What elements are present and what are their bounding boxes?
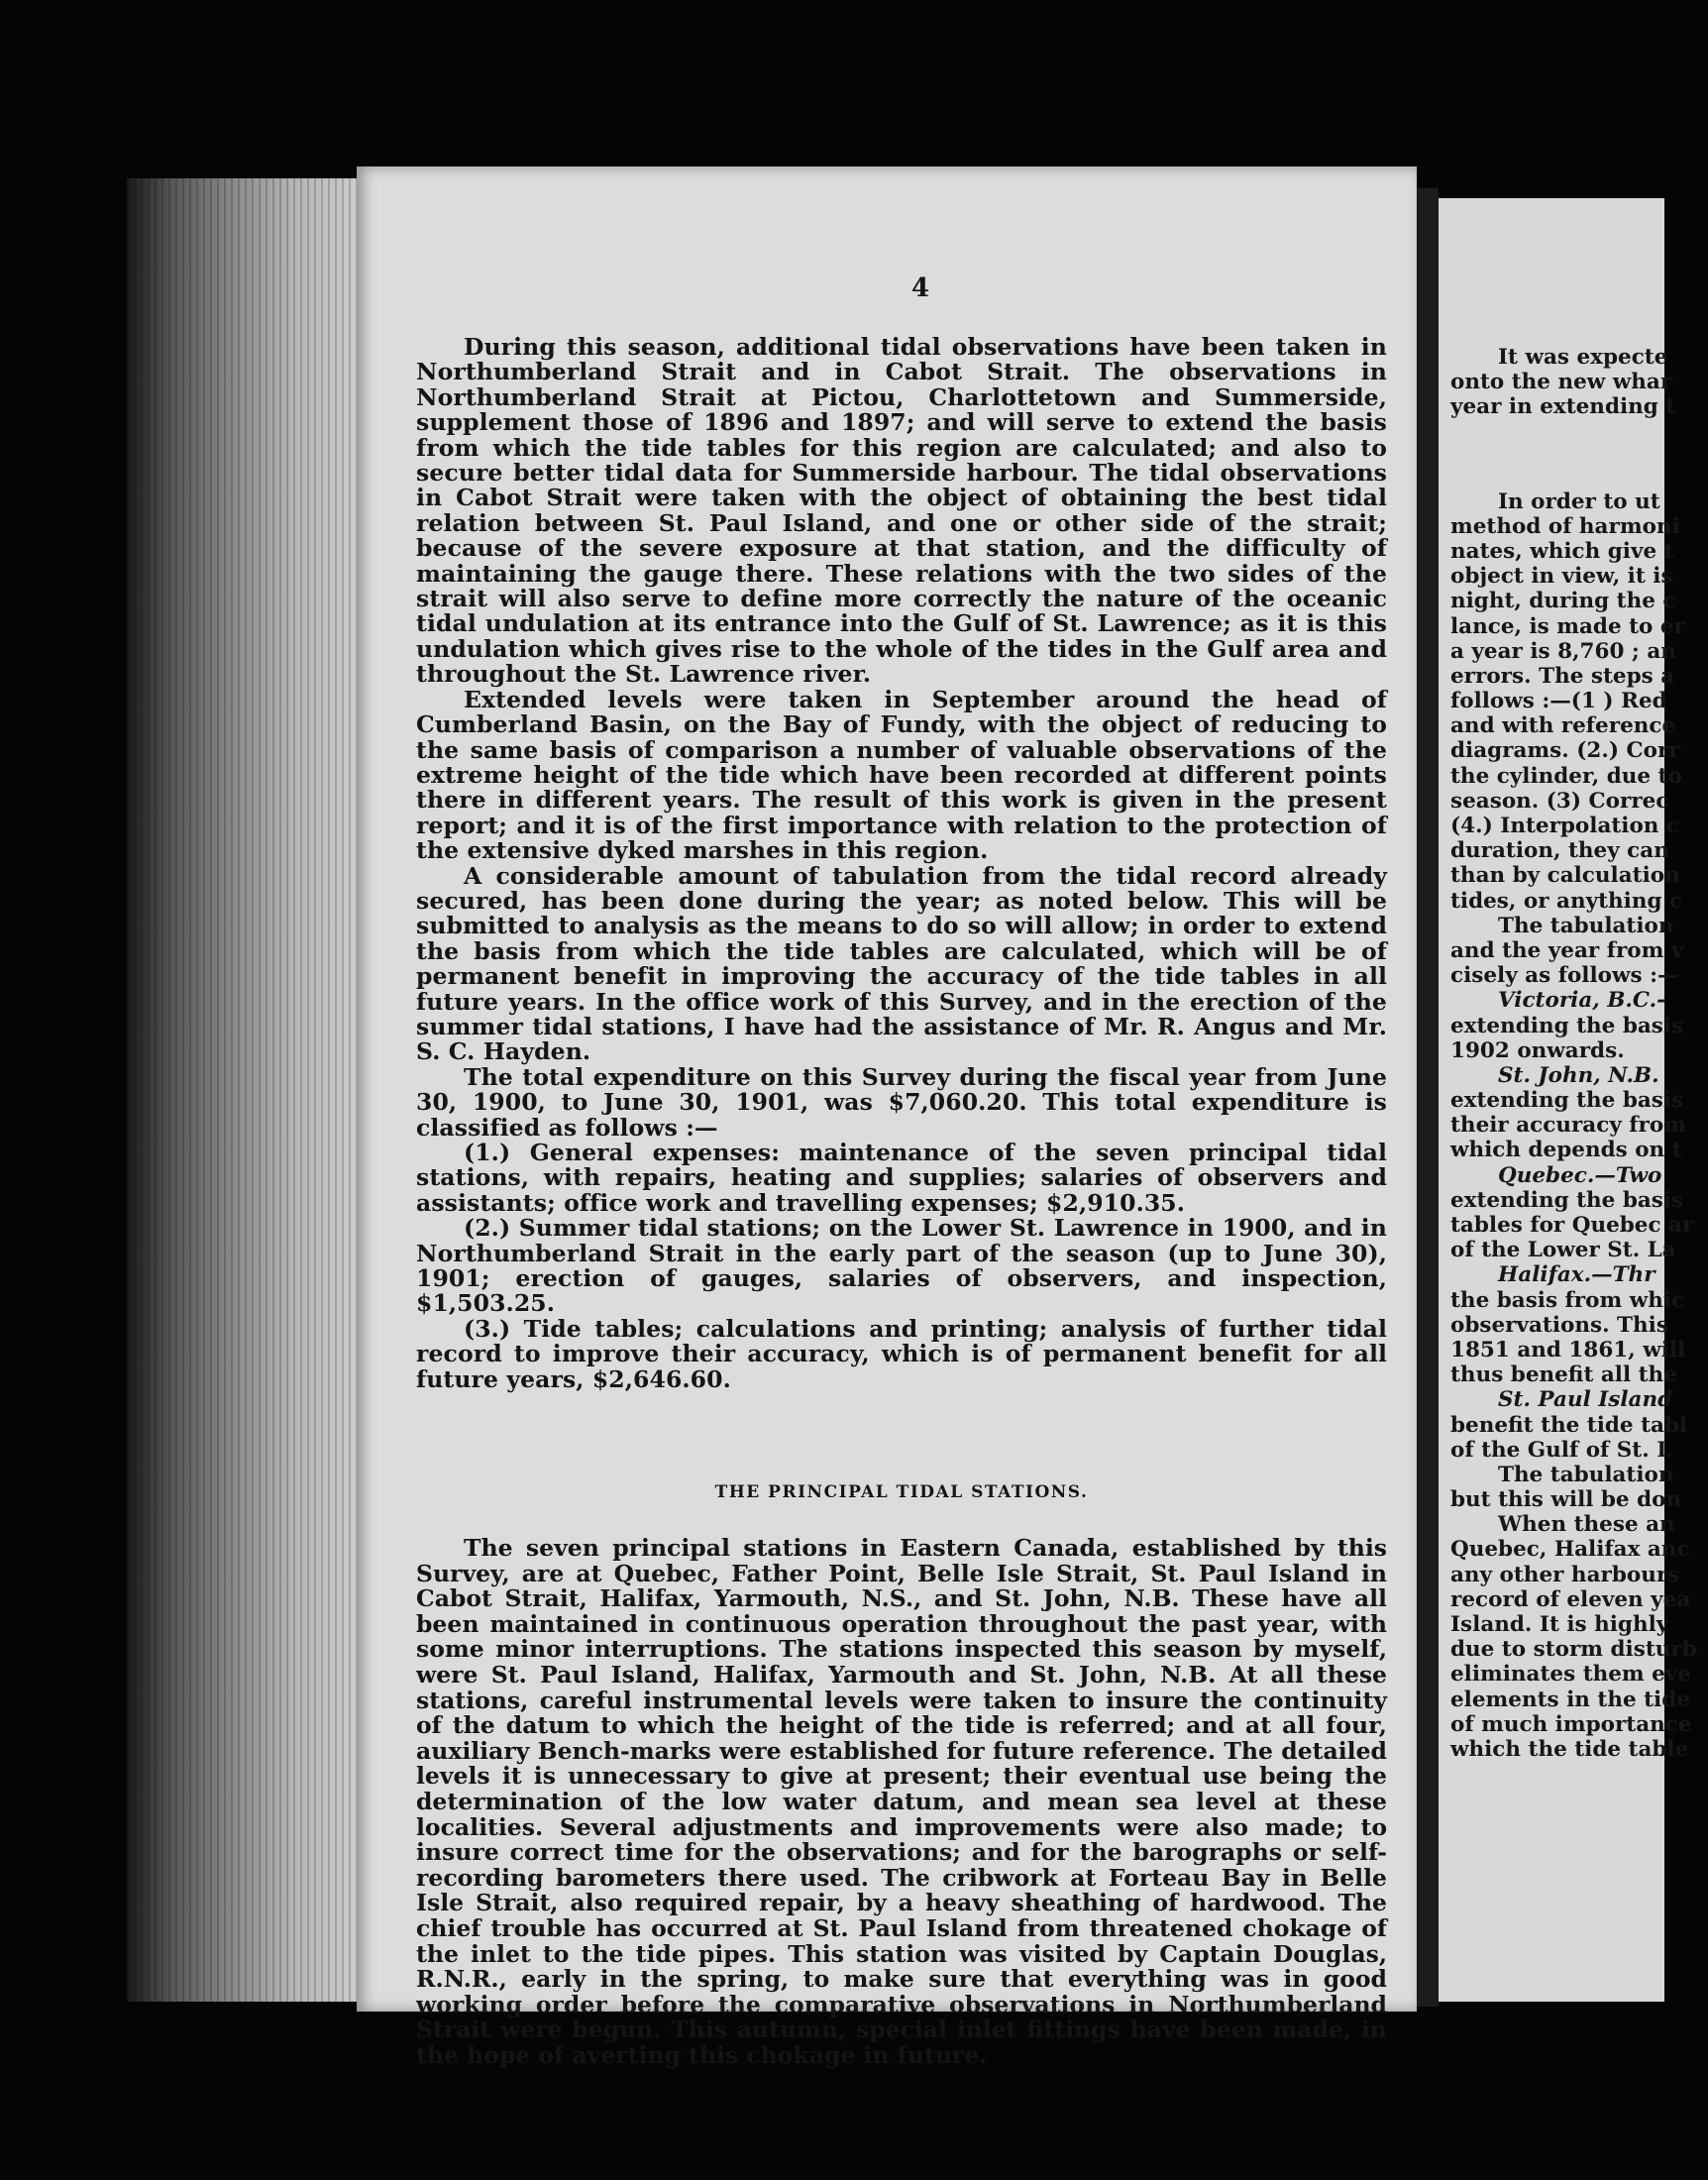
right-line: elements in the tide <box>1450 1687 1690 1712</box>
right-line: which the tide table <box>1450 1736 1689 1762</box>
right-line: of the Gulf of St. L <box>1450 1437 1672 1463</box>
expense-item-general: (1.) General expenses: maintenance of the seven principal tidal stations, with repairs, heating and supplies; salaries of observers and assistants; office work and travelling expenses; $2,910.35. <box>416 1139 1387 1217</box>
right-line: extending the basis <box>1450 1013 1684 1038</box>
body-text <box>416 335 1387 1392</box>
right-line: and the year from v <box>1450 937 1684 963</box>
paragraph-expenditure: The total expenditure on this Survey during the fiscal year from June 30, 1900, to June 30, 1901, was $7,060.20. This total expenditure is classified as follows :— <box>416 1062 1387 1142</box>
right-line: The tabulation <box>1498 913 1674 938</box>
right-line: thus benefit all the <box>1450 1362 1677 1388</box>
paragraph-tabulation: A considerable amount of tabulation from the tidal record already secured, has been done during the year; as noted below. This will be submitted to analysis as the means to do so will allow; in order to extend the basis from which the tide tables are calculated, which will be of permanent benefit in improving the accuracy of the tide tables in all future years. In the office work of this Survey, and in the erection of the summer tidal stations, I have had the assistance of Mr. R. Angus and Mr. S. C. Hayden. <box>416 861 1387 1066</box>
right-line: errors. The steps a <box>1450 663 1675 689</box>
right-line: extending the basis <box>1450 1187 1684 1213</box>
right-line: onto the new whar <box>1450 370 1672 395</box>
right-line: their accuracy from <box>1450 1113 1686 1139</box>
section-heading: THE PRINCIPAL TIDAL STATIONS. <box>714 1482 1089 1502</box>
right-line: the basis from whic <box>1450 1287 1685 1313</box>
right-page-fragment <box>1439 198 1697 2002</box>
expense-item-summer-stations: (2.) Summer tidal stations; on the Lower St. Lawrence in 1900, and in Northumberland Strait in the early part of the season (up to June 30), 1901; erection of gauges, salaries of observers, and inspection, $1,503.25. <box>416 1214 1387 1318</box>
right-line: tides, or anything c <box>1450 888 1683 914</box>
page-number: 4 <box>911 273 930 303</box>
right-line: follows :—(1 ) Red <box>1450 689 1667 714</box>
right-line: duration, they can <box>1450 838 1669 864</box>
right-line: When these an <box>1498 1512 1675 1538</box>
right-line: method of harmoni <box>1450 513 1680 539</box>
section-body <box>416 1536 1387 2068</box>
right-line: the cylinder, due to <box>1450 763 1682 789</box>
right-line: In order to ut <box>1498 489 1660 514</box>
right-line: a year is 8,760 ; an <box>1450 638 1676 664</box>
left-page <box>357 166 1417 2069</box>
right-line: Halifax.—Thr <box>1498 1262 1655 1288</box>
book-page-edges <box>127 178 365 2002</box>
right-line: It was expecte <box>1498 345 1668 370</box>
right-line: Victoria, B.C.- <box>1498 988 1666 1014</box>
right-line: cisely as follows :— <box>1450 963 1679 989</box>
right-line: object in view, it is <box>1450 564 1673 590</box>
right-line: St. John, N.B. <box>1498 1062 1659 1088</box>
paragraph-tidal-observations: During this season, additional tidal observations have been taken in Northumberland Strait and in Cabot Strait. The observations in Northumberland Strait at Pictou, Charlottetown and Summerside, supplement those of 1896 and 1897; and will serve to extend the basis from which the tide tables for this region are calculated; and also to secure better tidal data for Summerside harbour. The tidal observations in Cabot Strait were taken with the object of obtaining the best tidal relation between St. Paul Island, and one or other side of the strait; because of the severe exposure at that station, and the difficulty of maintaining the gauge there. These relations with the two sides of the strait will also serve to define more correctly the nature of the oceanic tidal undulation at its entrance into the Gulf of St. Lawrence; as it is this undulation which gives rise to the whole of the tides in the Gulf area and throughout the St. Lawrence river. <box>416 333 1387 689</box>
paragraph-principal-stations: The seven principal stations in Eastern Canada, established by this Survey, are at Quebec, Father Point, Belle Isle Strait, St. Paul Island in Cabot Strait, Halifax, Yarmouth, N.S., and St. John, N.B. These have all been maintained in continuous operation throughout the past year, with some minor interruptions. The stations inspected this season by myself, were St. Paul Island, Halifax, Yarmouth and St. John, N.B. At all these stations, careful instrumental levels were taken to insure the continuity of the datum to which the height of the tide is referred; and at all four, auxiliary Bench-marks were established for future reference. The detailed levels it is unnecessary to give at present; their eventual use being the determination of the low water datum, and mean sea level at these localities. Several adjustments and improvements were also made; to insure correct time for the observations; and for the barographs or self-recording barometers there used. The cribwork at Forteau Bay in Belle Isle Strait, also required repair, by a heavy sheathing of hardwood. The chief trouble has occurred at St. Paul Island from threatened chokage of the inlet to the tide pipes. This station was visited by Captain Douglas, R.N.R., early in the spring, to make sure that everything was in good working order before the comparative observations in Northumberland Strait were begun. This autumn, special inlet fittings have been made, in the hope of averting this chokage in future. <box>416 1534 1387 2069</box>
right-line: observations. This <box>1450 1312 1668 1338</box>
expense-item-tide-tables: (3.) Tide tables; calculations and printing; analysis of further tidal record to improve their accuracy, which is of permanent benefit for all future years, $2,646.60. <box>416 1314 1387 1393</box>
right-line: Island. It is highly <box>1450 1612 1669 1637</box>
right-line: record of eleven yea <box>1450 1586 1691 1612</box>
right-line: St. Paul Island <box>1498 1387 1673 1413</box>
right-line: due to storm disturb <box>1450 1637 1697 1663</box>
right-line: which depends on t <box>1450 1138 1682 1163</box>
right-line: season. (3) Correc <box>1450 788 1669 814</box>
right-line: nates, which give t <box>1450 538 1674 564</box>
right-page-lines <box>1450 198 1708 1762</box>
right-line: year in extending t <box>1450 394 1676 420</box>
right-line: The tabulation <box>1498 1462 1674 1487</box>
right-line: extending the basis <box>1450 1088 1684 1114</box>
right-line: Quebec, Halifax anc <box>1450 1537 1690 1563</box>
right-line: tables for Quebec ar <box>1450 1213 1694 1238</box>
right-line: but this will be don <box>1450 1487 1682 1513</box>
right-line: of the Lower St. La <box>1450 1238 1676 1263</box>
right-line: benefit the tide tabl <box>1450 1412 1688 1438</box>
right-line: Quebec.—Two <box>1498 1162 1662 1188</box>
right-line: than by calculation <box>1450 863 1680 889</box>
right-line: lance, is made to er <box>1450 613 1685 639</box>
right-line: eliminates them eve <box>1450 1662 1692 1688</box>
right-line: of much importance <box>1450 1711 1692 1737</box>
right-line: night, during the c <box>1450 589 1676 614</box>
right-line: any other harbours <box>1450 1562 1680 1587</box>
book-gutter <box>1417 188 1439 2007</box>
right-line: 1902 onwards. <box>1450 1037 1625 1063</box>
right-line: 1851 and 1861, will <box>1450 1337 1686 1362</box>
right-line: and with reference <box>1450 713 1676 739</box>
right-line: (4.) Interpolation c <box>1450 814 1680 838</box>
paragraph-extended-levels: Extended levels were taken in September around the head of Cumberland Basin, on the Bay of Fundy, with the object of reducing to the same basis of comparison a number of valuable observations of the extreme height of the tide which have been recorded at different points there in different years. The result of this work is given in the present report; and it is of the first importance with relation to the protection of the extensive dyked marshes in this region. <box>416 685 1387 865</box>
right-line: diagrams. (2.) Corr <box>1450 738 1680 764</box>
